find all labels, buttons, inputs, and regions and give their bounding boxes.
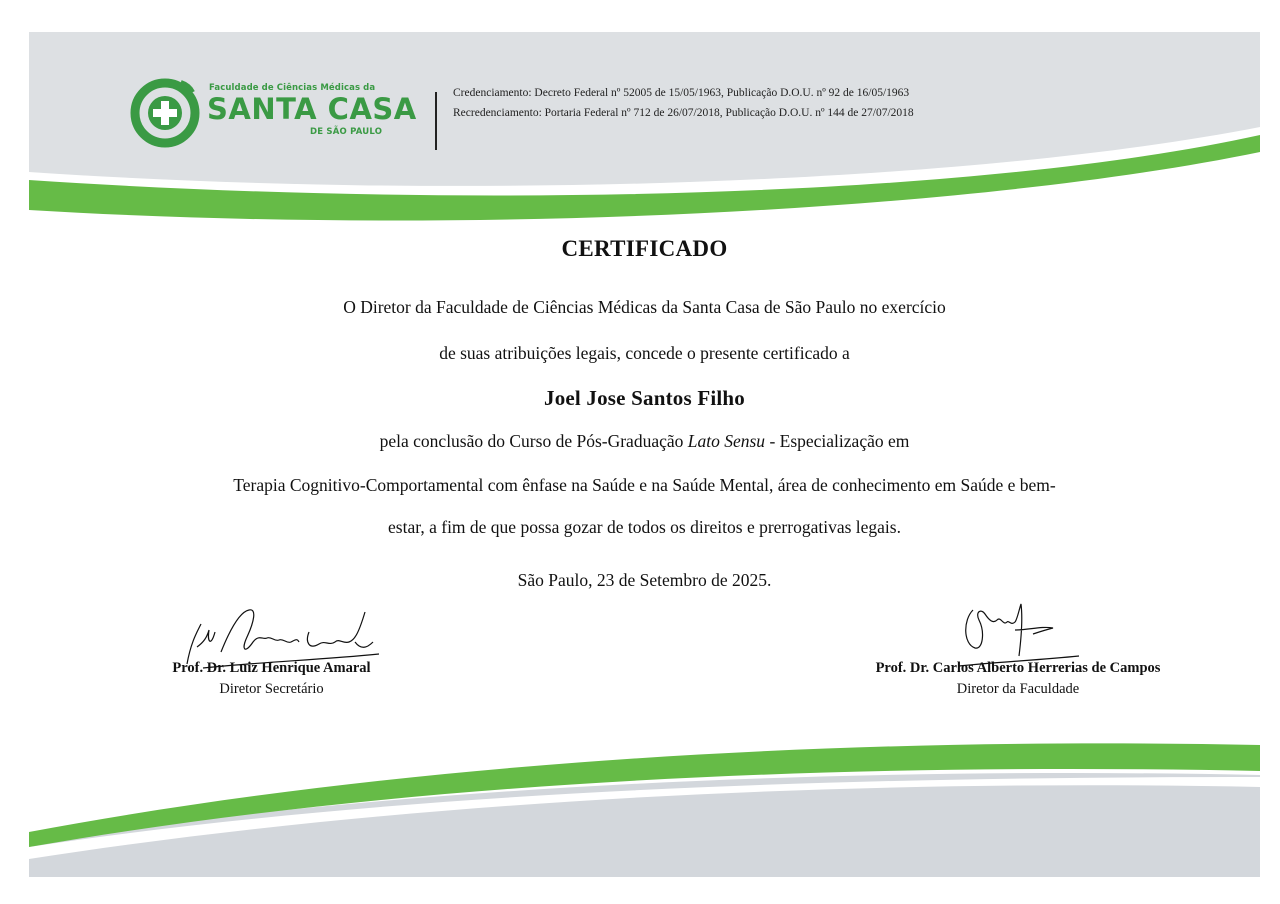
logo-line-3: DE SÃO PAULO [310,127,383,137]
certificate-sheet [29,32,1260,877]
course-line-2: Terapia Cognitivo-Comportamental com ênfase na Saúde e na Saúde Mental, área de conhecimento em Saúde e bem- [233,475,1056,495]
signatory-role: Diretor da Faculdade [956,681,1080,697]
header-divider [435,92,437,150]
institution-logo [129,76,417,148]
certificate-title: CERTIFICADO [561,236,728,261]
intro-line-2: de suas atribuições legais, concede o presente certificado a [439,343,850,363]
course-type-italic: Lato Sensu [687,431,766,451]
course-line-1 [29,431,1260,452]
accreditation-line-1: Credenciamento: Decreto Federal nº 52005 de 15/05/1963, Publicação D.O.U. nº 92 de 16/05/1963 [453,87,910,99]
course-suffix: - Especialização em [765,431,910,451]
intro-line-1: O Diretor da Faculdade de Ciências Médicas da Santa Casa de São Paulo no exercício [343,297,946,317]
course-line-3: estar, a fim de que possa gozar de todos os direitos e prerrogativas legais. [388,517,901,537]
bottom-decorative-band [29,737,1260,877]
recipient-name: Joel Jose Santos Filho [544,386,745,410]
signature-block-left [159,660,384,698]
logo-line-1: Faculdade de Ciências Médicas da [209,83,376,93]
signatory-name: Prof. Dr. Carlos Alberto Herrerias de Campos [875,660,1161,676]
signatory-role: Diretor Secretário [219,681,324,697]
accreditation-block [453,83,914,123]
cross-emblem-icon [129,76,201,148]
logo-line-2: SANTA CASA [207,92,417,126]
accreditation-line-2: Recredenciamento: Portaria Federal nº 712 de 26/07/2018, Publicação D.O.U. nº 144 de 27/07/2018 [453,107,914,119]
course-prefix: pela conclusão do Curso de Pós-Graduação [379,431,688,451]
signatory-name: Prof. Dr. Luiz Henrique Amaral [172,660,371,676]
place-date: São Paulo, 23 de Setembro de 2025. [517,570,772,590]
signature-block-right [858,660,1178,698]
